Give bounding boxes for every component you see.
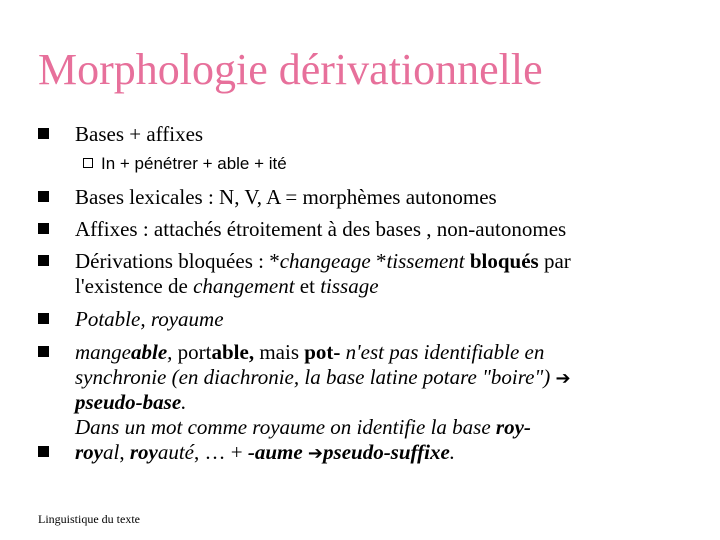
text-run: n'est pas identifiable en (340, 340, 545, 364)
bullet-mangeable-line2 (75, 365, 571, 391)
text-run: , … + (194, 440, 248, 464)
bullet-mangeable (75, 340, 544, 365)
text-run: port (172, 340, 212, 364)
text-run: mais (254, 340, 305, 364)
text-run: pseudo-suffixe (323, 440, 450, 464)
text-run: Dérivations bloquées : * (75, 249, 280, 273)
bullet-square-icon (38, 313, 49, 324)
bullet-royal-royaute (75, 440, 455, 466)
text-run: bloqués (469, 249, 539, 273)
text-run: tissement (386, 249, 465, 273)
bullet-bases-affixes: Bases + affixes (75, 122, 204, 146)
bullet-affixes: Affixes : attachés étroitement à des bases , non-autonomes (75, 217, 567, 241)
bullet-square-icon (38, 255, 49, 266)
bullet-bases-lexicales: Bases lexicales : N, V, A = morphèmes autonomes (75, 185, 497, 209)
text-run: synchronie (en diachronie, la base latine potare "boire") (75, 365, 551, 389)
bullet-square-icon (38, 191, 49, 202)
bullet-square-icon (38, 223, 49, 234)
text-run: roy- (495, 415, 531, 439)
sub-bullet-example: In + pénétrer + able + ité (101, 154, 287, 173)
sub-bullet-square-icon (83, 158, 93, 168)
text-run: pot- (304, 340, 341, 364)
right-arrow-icon: ➔ (307, 443, 324, 464)
text-run: . (181, 390, 187, 414)
bullet-potable-royaume (75, 307, 224, 332)
text-run: * (370, 249, 387, 273)
bullet-mangeable-line3 (75, 390, 186, 415)
text-run: able (131, 340, 168, 364)
bullet-mangeable-line4 (75, 415, 531, 440)
text-run: al (103, 440, 120, 464)
bullet-square-icon (38, 346, 49, 357)
right-arrow-icon: ➔ (555, 368, 571, 389)
slide-title: Morphologie dérivationnelle (38, 45, 543, 94)
text-run: par (538, 249, 571, 273)
text-run: auté (157, 440, 194, 464)
slide-footer: Linguistique du texte (38, 512, 140, 526)
text-run: et (294, 274, 321, 298)
text-run: changement (193, 274, 295, 298)
bullet-derivations-bloquees-line2 (75, 274, 379, 299)
text-run: mange (75, 340, 131, 364)
text-run: . (449, 440, 456, 464)
bullet-square-icon (38, 128, 49, 139)
text-run: l'existence de (75, 274, 194, 298)
text-run: changeage (279, 249, 371, 273)
text-run: , (119, 440, 130, 464)
text-run: pseudo-base (75, 390, 182, 414)
text-run: roy (129, 440, 158, 464)
text-run: -aume (247, 440, 303, 464)
text-run: Dans un mot comme royaume on identifie la base (75, 415, 496, 439)
bullet-square-icon (38, 446, 49, 457)
text-run: Potable, royaume (75, 307, 224, 331)
text-run: able, (211, 340, 255, 364)
text-run: , (167, 340, 173, 364)
bullet-derivations-bloquees (75, 249, 571, 274)
text-run: roy (75, 440, 103, 464)
text-run: tissage (320, 274, 379, 298)
